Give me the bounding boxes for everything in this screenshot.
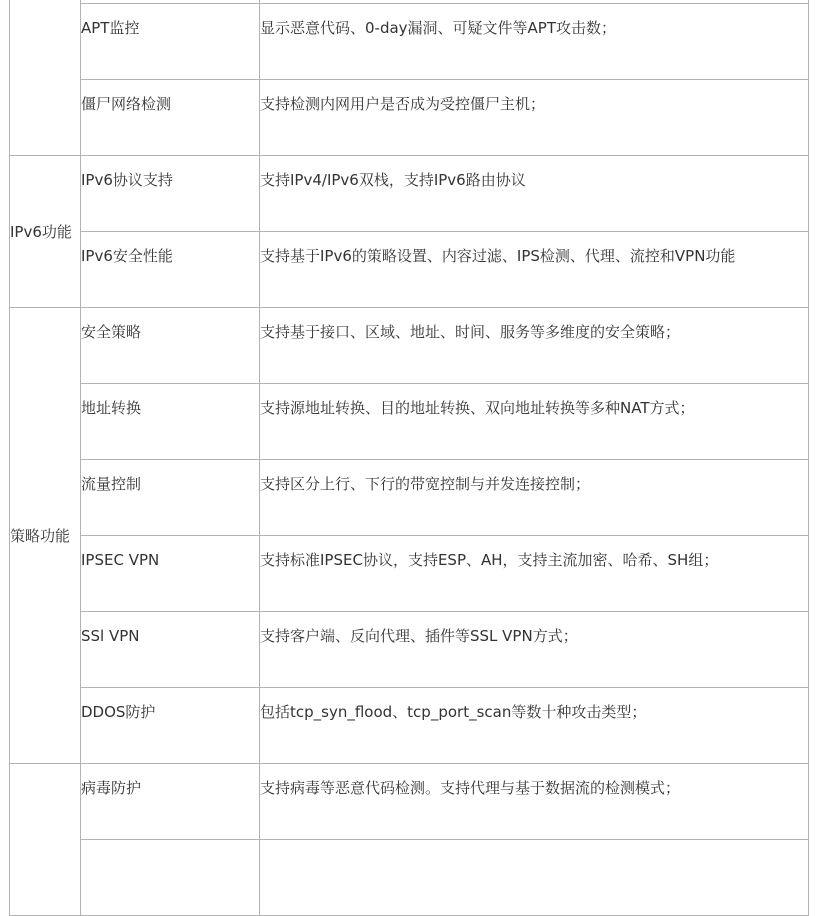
feature-cell: [81, 688, 260, 764]
table-row: [10, 764, 809, 840]
feature-label: 僵尸网络检测: [81, 94, 172, 113]
feature-label: IPv6安全性能: [81, 246, 173, 265]
description-cell: [260, 764, 809, 840]
feature-cell: [81, 764, 260, 840]
table-row: [10, 536, 809, 612]
feature-label: DDOS防护: [81, 702, 156, 721]
description-cell: [260, 232, 809, 308]
feature-label: 病毒防护: [81, 778, 142, 797]
description-text: 支持检测内网用户是否成为受控僵尸主机；: [260, 94, 546, 113]
description-text: 支持基于接口、区域、地址、时间、服务等多维度的安全策略；: [260, 322, 681, 341]
feature-label: SSl VPN: [81, 626, 140, 645]
description-cell: [260, 612, 809, 688]
table-row: [10, 156, 809, 232]
table-row: [10, 460, 809, 536]
description-text: 支持客户端、反向代理、插件等SSL VPN方式；: [260, 626, 578, 645]
description-text: 支持源地址转换、目的地址转换、双向地址转换等多种NAT方式；: [260, 398, 695, 417]
table-row: [10, 384, 809, 460]
category-cell-policy: [10, 308, 81, 764]
feature-label: 流量控制: [81, 474, 142, 493]
description-cell: [260, 384, 809, 460]
table-row: [10, 840, 809, 916]
description-cell: [260, 536, 809, 612]
feature-cell: [81, 612, 260, 688]
table-row: [10, 612, 809, 688]
description-text: 支持标准IPSEC协议，支持ESP、AH，支持主流加密、哈希、SH组；: [260, 550, 719, 569]
category-cell-ipv6: [10, 156, 81, 308]
description-cell: [260, 308, 809, 384]
category-label: IPv6功能: [10, 222, 72, 241]
description-text: 支持区分上行、下行的带宽控制与并发连接控制；: [260, 474, 591, 493]
description-text: 支持基于IPv6的策略设置、内容过滤、IPS检测、代理、流控和VPN功能: [260, 246, 736, 265]
table-row: [10, 4, 809, 80]
feature-cell: [81, 460, 260, 536]
feature-label: 安全策略: [81, 322, 142, 341]
feature-label: IPSEC VPN: [81, 550, 160, 569]
feature-cell: [81, 4, 260, 80]
feature-label: APT监控: [81, 18, 140, 37]
description-text: 支持病毒等恶意代码检测。支持代理与基于数据流的检测模式；: [260, 778, 681, 797]
description-cell: [260, 80, 809, 156]
feature-cell: [81, 232, 260, 308]
category-cell-previous: [10, 0, 81, 156]
description-cell: [260, 156, 809, 232]
category-cell-next: [10, 764, 81, 916]
category-label: 策略功能: [10, 526, 71, 545]
feature-cell: [81, 80, 260, 156]
description-cell: [260, 4, 809, 80]
table-row: [10, 232, 809, 308]
table-row: [10, 80, 809, 156]
table-row: [10, 688, 809, 764]
description-text: 支持IPv4/IPv6双栈，支持IPv6路由协议: [260, 170, 526, 189]
feature-cell: [81, 840, 260, 916]
description-cell: [260, 460, 809, 536]
feature-cell: [81, 384, 260, 460]
spec-table: [9, 0, 809, 916]
table-row: [10, 308, 809, 384]
feature-cell: [81, 156, 260, 232]
feature-cell: [81, 308, 260, 384]
feature-cell: [81, 536, 260, 612]
description-text: 包括tcp_syn_flood、tcp_port_scan等数十种攻击类型；: [260, 702, 647, 721]
description-text: 显示恶意代码、0-day漏洞、可疑文件等APT攻击数；: [260, 18, 617, 37]
feature-label: IPv6协议支持: [81, 170, 173, 189]
description-cell: [260, 840, 809, 916]
description-cell: [260, 688, 809, 764]
feature-label: 地址转换: [81, 398, 142, 417]
